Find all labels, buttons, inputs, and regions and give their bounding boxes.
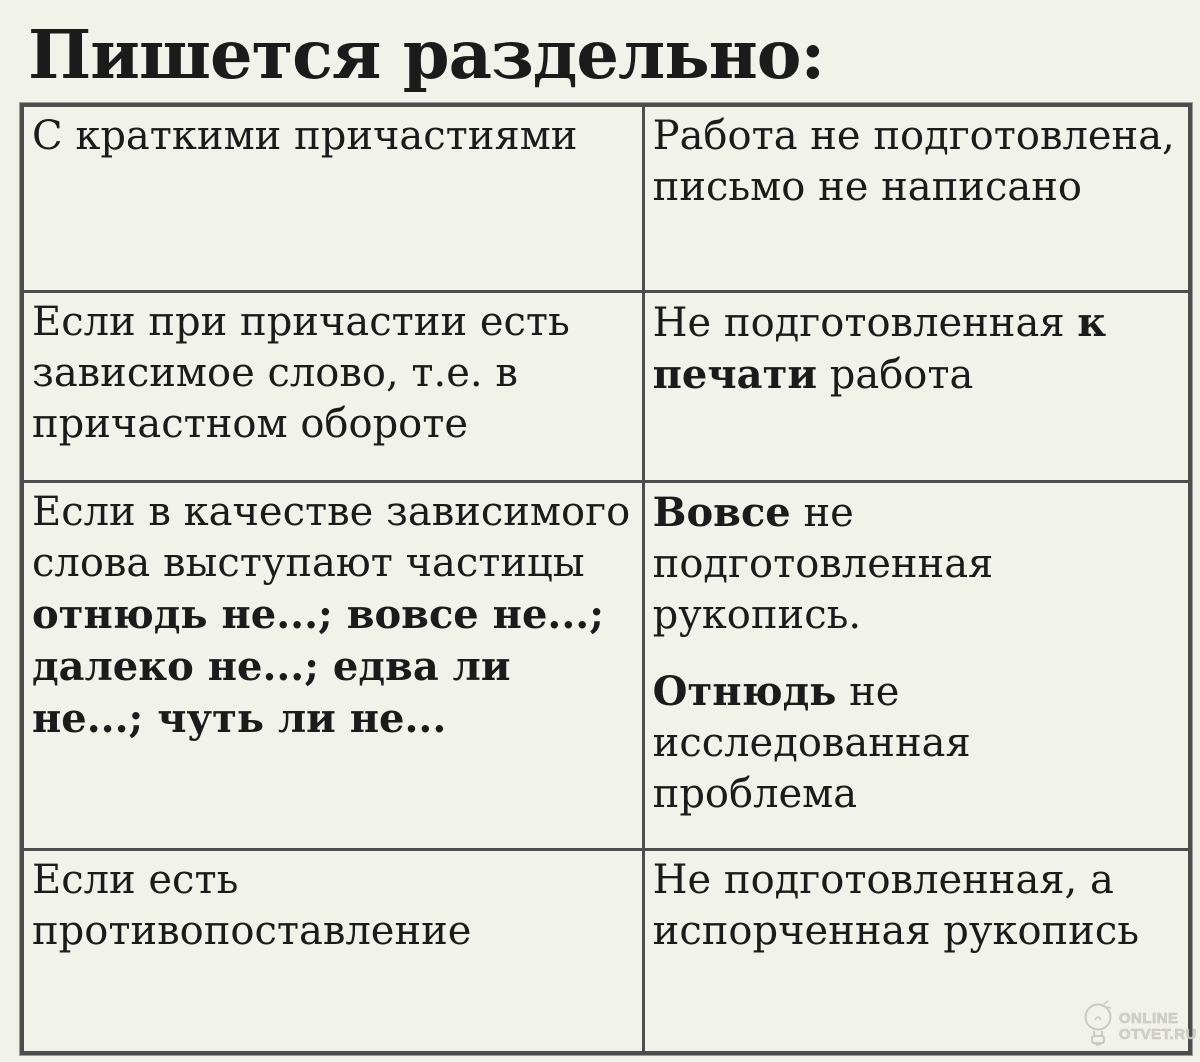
page-title: Пишется раздельно: — [28, 15, 825, 94]
lightbulb-icon — [1080, 1000, 1116, 1054]
table-row — [22, 481, 1190, 849]
rule-cell: Если при причастии есть зависимое слово, т.е. в причастном обороте — [22, 291, 643, 481]
table-row — [22, 105, 1190, 291]
example-cell: Работа не подготовлена, письмо не написано — [643, 105, 1190, 291]
table-row — [22, 291, 1190, 481]
watermark-text — [1119, 1011, 1197, 1043]
rule-cell: Если в качестве зависимого слова выступают частицы отнюдь не...; вовсе не...; далеко не...; едва ли не...; чуть ли не... — [22, 481, 643, 849]
table-row — [22, 849, 1190, 1053]
example-cell: Не подготовленная, а испорченная рукопись — [643, 849, 1190, 1053]
example-cell: Вовсе не подготовленная рукопись. Отнюдь не исследованная проблема — [643, 481, 1190, 849]
watermark-line2: OTVET.RU — [1118, 1026, 1197, 1043]
rule-cell: С краткими причастиями — [22, 105, 643, 291]
example-cell: Не подготовленная к печати работа — [643, 291, 1190, 481]
rules-table — [20, 103, 1192, 1055]
rule-cell: Если есть противопоставление — [22, 849, 643, 1053]
watermark — [1080, 1000, 1197, 1054]
watermark-line1: ONLINE — [1118, 1010, 1179, 1027]
